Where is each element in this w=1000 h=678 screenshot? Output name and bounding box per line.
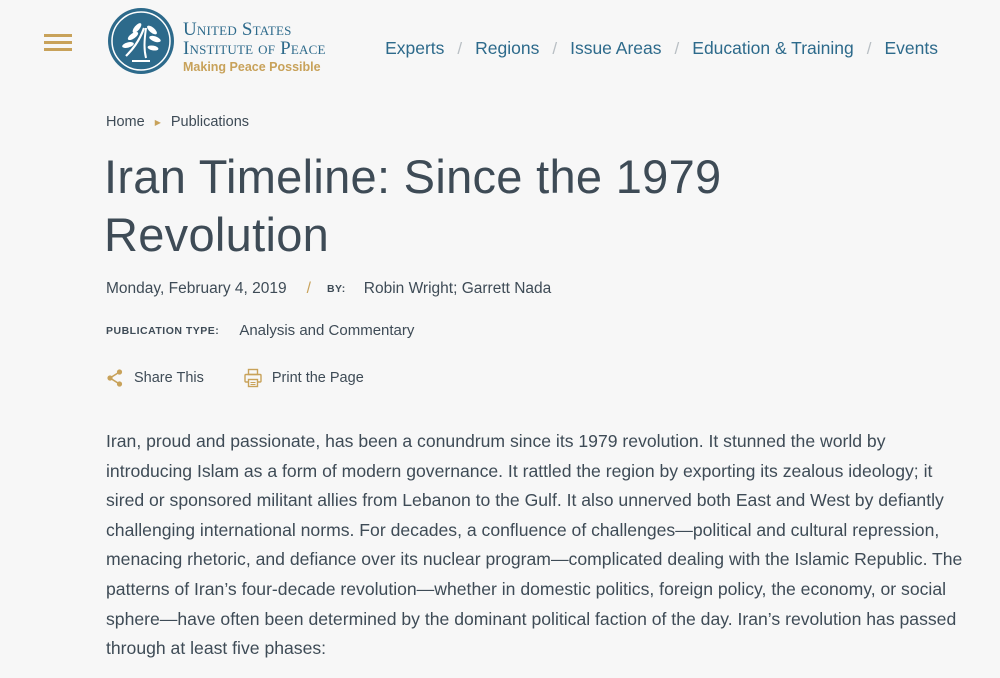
- nav-item-education-training[interactable]: Education & Training: [692, 38, 854, 58]
- print-button[interactable]: [244, 368, 364, 388]
- publication-type: [106, 322, 414, 339]
- publication-type-link[interactable]: Analysis and Commentary: [239, 322, 415, 339]
- main-nav: [385, 38, 938, 59]
- print-label: Print the Page: [271, 370, 364, 386]
- share-label: Share This: [134, 370, 204, 386]
- breadcrumb-home[interactable]: Home: [106, 114, 145, 130]
- nav-separator: /: [866, 38, 872, 58]
- nav-separator: /: [552, 38, 558, 58]
- nav-item-issue-areas[interactable]: Issue Areas: [570, 38, 662, 58]
- site-logo[interactable]: [106, 6, 356, 78]
- logo-name-line2: Institute of Peace: [183, 38, 326, 59]
- hamburger-menu-icon[interactable]: [44, 32, 72, 54]
- nav-separator: /: [457, 38, 463, 58]
- by-label: BY:: [326, 283, 346, 295]
- page-title: Iran Timeline: Since the 1979 Revolution: [104, 150, 722, 261]
- nav-item-regions[interactable]: Regions: [475, 38, 540, 58]
- breadcrumb: [106, 114, 249, 130]
- article-meta: [106, 280, 551, 298]
- article-actions: [106, 368, 364, 388]
- share-button[interactable]: [106, 368, 204, 388]
- meta-separator: /: [306, 280, 311, 297]
- triangle-right-icon: ▶: [154, 117, 161, 127]
- article-intro-paragraph: Iran, proud and passionate, has been a conundrum since its 1979 revolution. It stunned the world by introducing Islam as a form of modern governance. It rattled the region by exporting its zealous ideology; it sired or sponsored militant allies from Lebanon to the Gulf. It also unnerved both East and West by defiantly challenging international norms. For decades, a confluence of challenges—political and cultural repression, menacing rhetoric, and defiance over its nuclear program—complicated dealing with the Islamic Republic. The patterns of Iran’s four-decade revolution—whether in domestic politics, foreign policy, the economy, or social sphere—have often been determined by the dominant political faction of the day. Iran’s revolution has passed through at least five phases:: [106, 431, 963, 659]
- breadcrumb-publications[interactable]: Publications: [170, 114, 250, 130]
- logo-tagline: Making Peace Possible: [183, 60, 321, 74]
- share-icon: [106, 368, 124, 388]
- site-header: [0, 0, 1000, 100]
- printer-icon: [244, 368, 262, 388]
- nav-separator: /: [674, 38, 680, 58]
- nav-item-experts[interactable]: Experts: [385, 38, 445, 58]
- publish-date: Monday, February 4, 2019: [106, 280, 287, 297]
- dove-logo-icon: [106, 6, 176, 76]
- logo-name-line1: United States: [183, 19, 292, 40]
- authors: Robin Wright; Garrett Nada: [363, 280, 552, 297]
- nav-item-events[interactable]: Events: [884, 38, 938, 58]
- publication-type-label: PUBLICATION TYPE:: [106, 324, 220, 337]
